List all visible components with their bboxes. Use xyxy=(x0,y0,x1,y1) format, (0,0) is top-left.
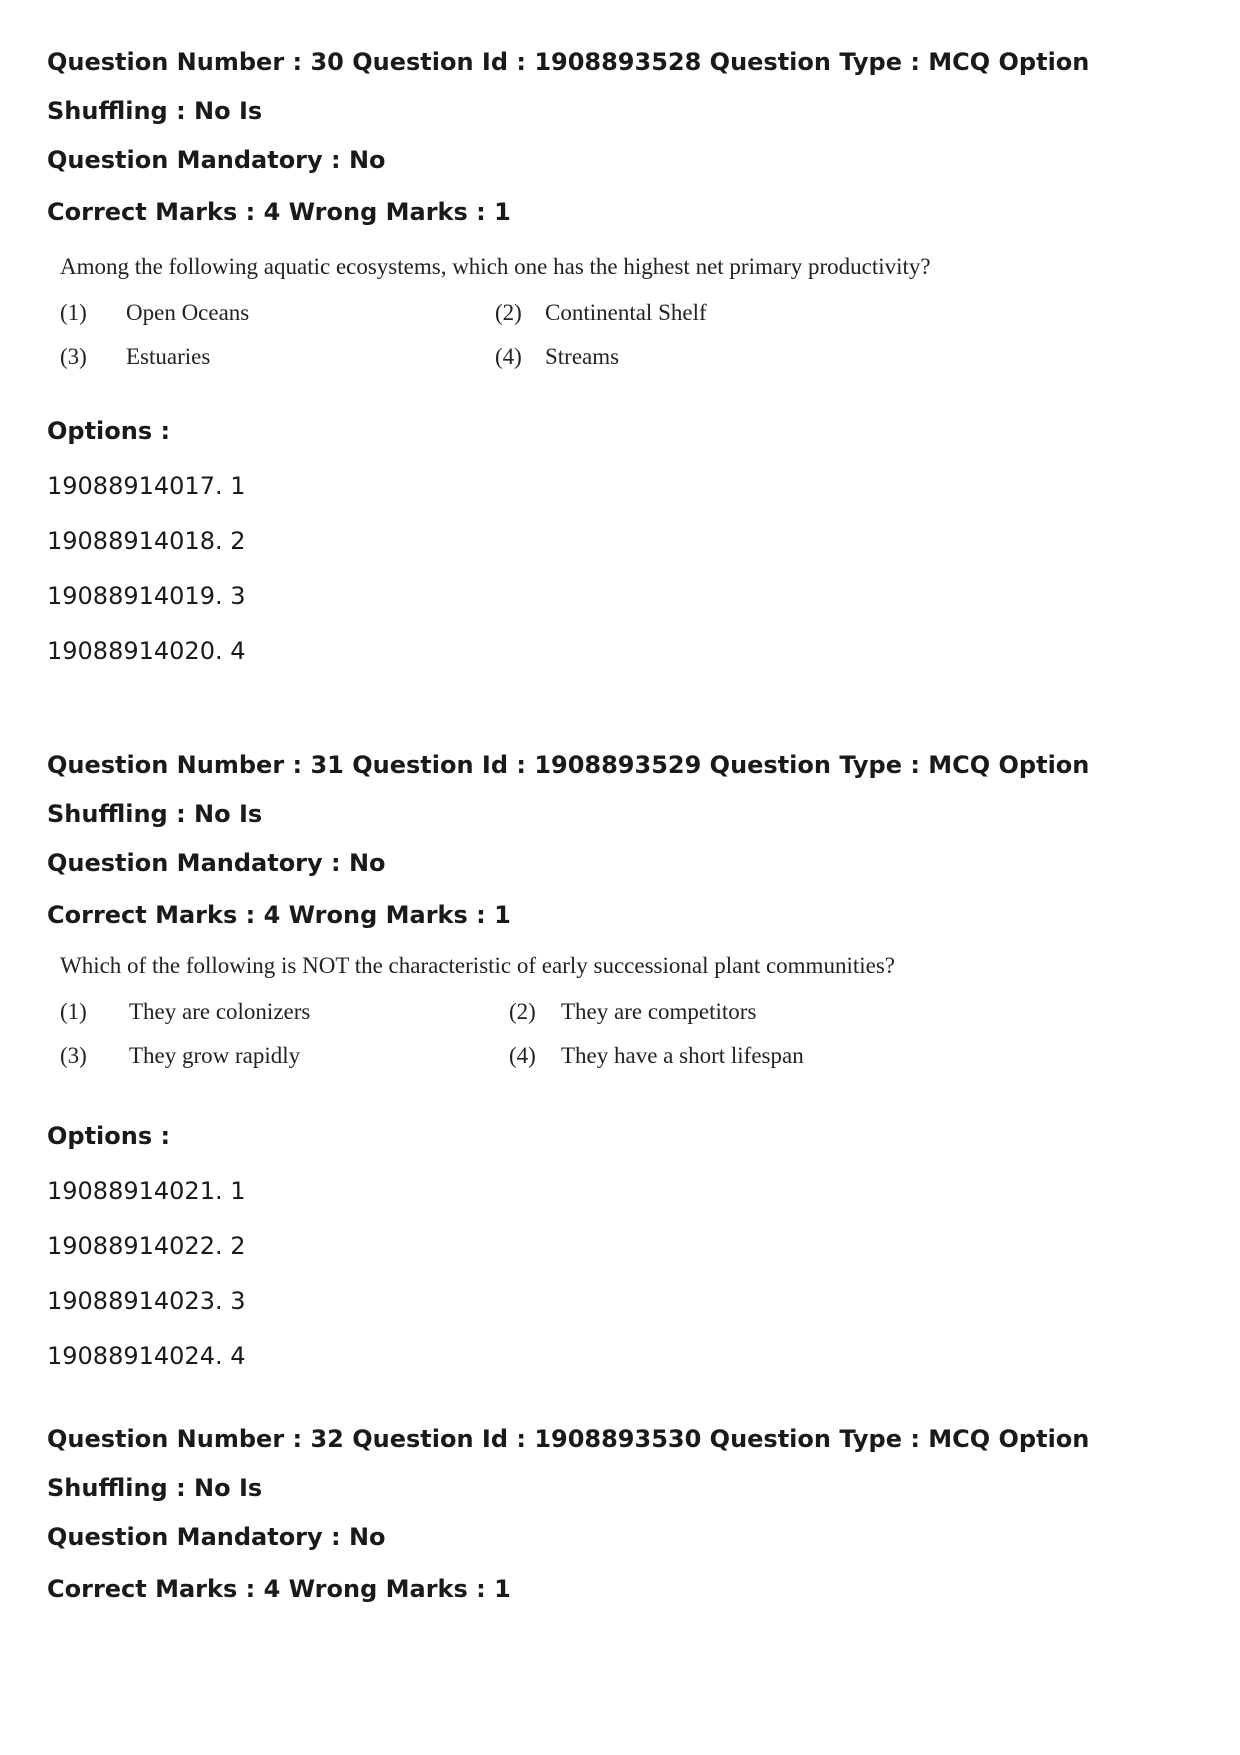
question-meta-line1: Question Number : 30 Question Id : 1908893528 Question Type : MCQ Option Shuffling : No Is xyxy=(47,48,1090,125)
choice-number: (2) xyxy=(509,999,536,1024)
question-meta-line2: Question Mandatory : No xyxy=(47,1523,386,1551)
option-row: 19088914020. 4 xyxy=(47,637,246,665)
option-row: 19088914019. 3 xyxy=(47,582,246,610)
choice-text: They are colonizers xyxy=(129,999,311,1024)
choice-number: (3) xyxy=(60,1043,87,1068)
question-text: Which of the following is NOT the characteristic of early successional plant communities? xyxy=(60,953,895,978)
choice-text: They are competitors xyxy=(561,999,757,1024)
question-meta-line1: Question Number : 31 Question Id : 1908893529 Question Type : MCQ Option Shuffling : No Is xyxy=(47,751,1090,828)
choice-number: (2) xyxy=(495,300,522,325)
choice-number: (4) xyxy=(495,344,522,369)
question-meta-line2: Question Mandatory : No xyxy=(47,849,386,877)
choice-number: (1) xyxy=(60,300,87,325)
choice-1 xyxy=(60,999,310,1025)
choice-2 xyxy=(509,999,756,1025)
choice-grid xyxy=(60,300,1207,388)
choice-text: Estuaries xyxy=(126,344,211,369)
choice-number: (3) xyxy=(60,344,87,369)
marks-line: Correct Marks : 4 Wrong Marks : 1 xyxy=(47,1575,511,1603)
option-row: 19088914021. 1 xyxy=(47,1177,246,1205)
option-row: 19088914024. 4 xyxy=(47,1342,246,1370)
choice-text: Continental Shelf xyxy=(545,300,707,325)
choice-text: Streams xyxy=(545,344,620,369)
marks-line: Correct Marks : 4 Wrong Marks : 1 xyxy=(47,198,511,226)
question-block-31 xyxy=(47,741,1207,1371)
options-heading: Options : xyxy=(47,1122,171,1150)
choice-4 xyxy=(509,1043,804,1069)
choice-text: They grow rapidly xyxy=(129,1043,301,1068)
question-image xyxy=(60,950,1207,1087)
question-meta-line1: Question Number : 32 Question Id : 1908893530 Question Type : MCQ Option Shuffling : No Is xyxy=(47,1425,1090,1502)
options-heading: Options : xyxy=(47,417,171,445)
marks-line: Correct Marks : 4 Wrong Marks : 1 xyxy=(47,901,511,929)
choice-grid xyxy=(60,999,1207,1087)
question-image xyxy=(60,251,1207,388)
question-block-30 xyxy=(47,38,1207,666)
option-row: 19088914017. 1 xyxy=(47,472,246,500)
choice-text: They have a short lifespan xyxy=(561,1043,804,1068)
choice-2 xyxy=(495,300,707,326)
choice-text: Open Oceans xyxy=(126,300,250,325)
choice-3 xyxy=(60,1043,300,1069)
option-row: 19088914018. 2 xyxy=(47,527,246,555)
question-block-32 xyxy=(47,1415,1207,1604)
question-meta xyxy=(47,741,1207,888)
question-meta xyxy=(47,1415,1207,1562)
choice-4 xyxy=(495,344,619,370)
choice-3 xyxy=(60,344,210,370)
choice-number: (4) xyxy=(509,1043,536,1068)
choice-1 xyxy=(60,300,249,326)
option-row: 19088914022. 2 xyxy=(47,1232,246,1260)
question-meta xyxy=(47,38,1207,185)
option-row: 19088914023. 3 xyxy=(47,1287,246,1315)
choice-number: (1) xyxy=(60,999,87,1024)
question-meta-line2: Question Mandatory : No xyxy=(47,146,386,174)
question-text: Among the following aquatic ecosystems, which one has the highest net primary productivity? xyxy=(60,254,931,279)
